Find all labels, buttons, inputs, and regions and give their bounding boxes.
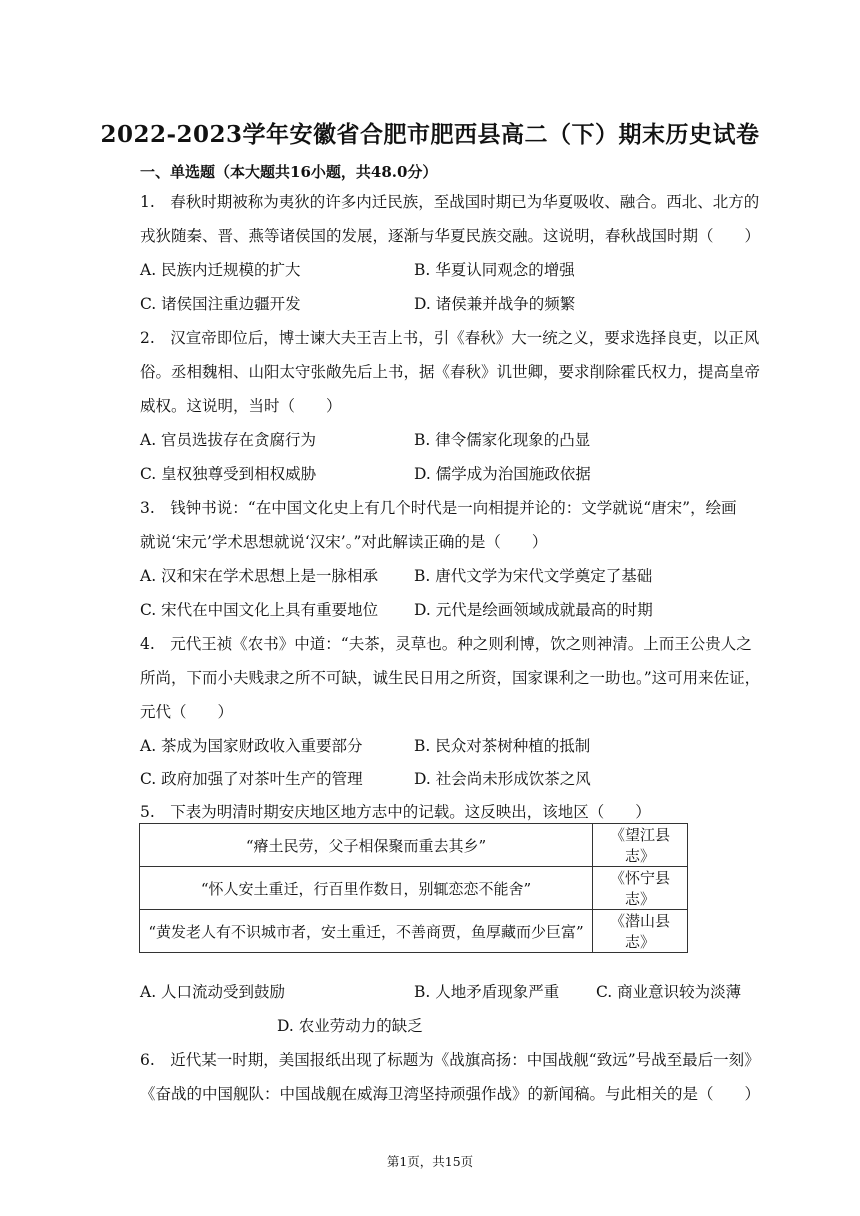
question-5-option-c: C. 商业意识较为淡薄 <box>596 983 742 1001</box>
question-4-line-3: 元代（ ） <box>140 703 234 721</box>
question-2-option-d: D. 儒学成为治国施政依据 <box>414 465 591 483</box>
table-quote: “瘠土民劳，父子相保聚而重去其乡” <box>140 824 593 867</box>
table-row <box>140 867 688 910</box>
question-3-line-1: 3. 钱钟书说：“在中国文化史上有几个时代是一向相提并论的：文学就说“唐宋”，绘画 <box>140 499 737 517</box>
question-6-line-1: 6. 近代某一时期，美国报纸出现了标题为《战旗高扬：中国战舰“致远”号战至最后一刻》 <box>140 1051 760 1069</box>
question-4-option-c: C. 政府加强了对茶叶生产的管理 <box>140 770 363 788</box>
question-4-option-b: B. 民众对茶树种植的抵制 <box>414 737 591 755</box>
question-3-line-2: 就说‘宋元’学术思想就说‘汉宋’。”对此解读正确的是（ ） <box>140 533 548 551</box>
question-4-option-a: A. 茶成为国家财政收入重要部分 <box>140 737 363 755</box>
question-1-line-1: 1. 春秋时期被称为夷狄的许多内迁民族，至战国时期已为华夏吸收、融合。西北、北方的 <box>140 193 760 211</box>
question-5-option-d: D. 农业劳动力的缺乏 <box>277 1017 423 1035</box>
question-2-line-3: 威权。这说明，当时（ ） <box>140 397 342 415</box>
table-row <box>140 824 688 867</box>
question-2-line-2: 俗。丞相魏相、山阳太守张敞先后上书，据《春秋》讥世卿，要求削除霍氏权力，提高皇帝 <box>140 363 761 381</box>
question-3-option-c: C. 宋代在中国文化上具有重要地位 <box>140 601 379 619</box>
gazetteer-table <box>139 823 688 953</box>
question-2-option-c: C. 皇权独尊受到相权威胁 <box>140 465 317 483</box>
table-source: 《望江县志》 <box>593 824 688 867</box>
question-4-line-2: 所尚，下而小夫贱隶之所不可缺，诚生民日用之所资，国家课利之一助也。”这可用来佐证， <box>140 669 761 687</box>
page-footer: 第1页，共15页 <box>386 1154 474 1169</box>
question-1-option-c: C. 诸侯国注重边疆开发 <box>140 295 301 313</box>
section-heading: 一、单选题（本大题共16小题，共48.0分） <box>140 163 438 181</box>
question-6-line-2: 《奋战的中国舰队：中国战舰在威海卫湾坚持顽强作战》的新闻稿。与此相关的是（ ） <box>140 1085 761 1103</box>
question-1-option-b: B. 华夏认同观念的增强 <box>414 261 575 279</box>
table-source: 《怀宁县志》 <box>593 867 688 910</box>
question-1-option-a: A. 民族内迁规模的扩大 <box>140 261 301 279</box>
question-4-line-1: 4. 元代王祯《农书》中道：“夫茶，灵草也。种之则利博，饮之则神清。上而王公贵人之 <box>140 635 752 653</box>
table-row <box>140 910 688 953</box>
question-2-line-1: 2. 汉宣帝即位后，博士谏大夫王吉上书，引《春秋》大一统之义，要求选择良吏，以正风 <box>140 329 760 347</box>
question-3-option-a: A. 汉和宋在学术思想上是一脉相承 <box>140 567 379 585</box>
question-5-line-1: 5. 下表为明清时期安庆地区地方志中的记载。这反映出，该地区（ ） <box>140 803 651 821</box>
question-3-option-b: B. 唐代文学为宋代文学奠定了基础 <box>414 567 653 585</box>
question-5-option-a: A. 人口流动受到鼓励 <box>140 983 286 1001</box>
question-2-option-a: A. 官员选拔存在贪腐行为 <box>140 431 317 449</box>
question-1-line-2: 戎狄随秦、晋、燕等诸侯国的发展，逐渐与华夏民族交融。这说明，春秋战国时期（ ） <box>140 227 761 245</box>
question-3-option-d: D. 元代是绘画领域成就最高的时期 <box>414 601 653 619</box>
question-5-option-b: B. 人地矛盾现象严重 <box>414 983 560 1001</box>
question-2-option-b: B. 律令儒家化现象的凸显 <box>414 431 591 449</box>
question-4-option-d: D. 社会尚未形成饮茶之风 <box>414 770 591 788</box>
page-title: 2022-2023学年安徽省合肥市肥西县高二（下）期末历史试卷 <box>100 121 760 148</box>
table-quote: “怀人安土重迁，行百里作数日，别辄恋恋不能舍” <box>140 867 593 910</box>
table-quote: “黄发老人有不识城市者，安土重迁，不善商贾，鱼厚藏而少巨富” <box>140 910 593 953</box>
table-source: 《潜山县志》 <box>593 910 688 953</box>
question-1-option-d: D. 诸侯兼并战争的频繁 <box>414 295 576 313</box>
